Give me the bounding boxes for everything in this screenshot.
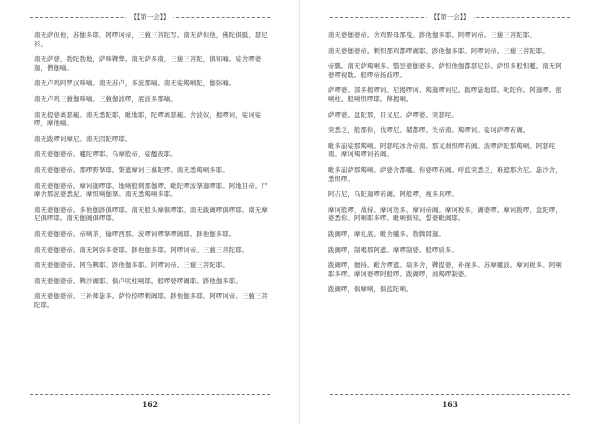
header-title: 【【第一会】】 bbox=[127, 10, 174, 24]
mantra-paragraph: 南无婆伽婆帝。剌怛那鸡都啰阇耶。跢他伽多耶。阿啰诃帝。三藐三菩陀耶。 bbox=[328, 47, 549, 55]
mantra-paragraph: 毗多崩娑那羯唎。阿瑟咤冰舍帝南。那叉刹怛啰若阇。波啰萨陀那羯唎。阿瑟咤南。摩诃羯啰诃若阇。 bbox=[328, 142, 556, 159]
mantra-paragraph: 毗多崩萨那羯唎。萨婆舍都嚧。你婆啰若阇。呼蓝突悉乏，难遮那舍尼。毖沙舍，悉怛啰。 bbox=[328, 166, 562, 183]
mantra-paragraph: 突悉乏，般那你，伐啰尼。赭都啰。失帝南。羯啰诃。娑诃萨啰若阇。 bbox=[328, 127, 530, 135]
right-page bbox=[300, 0, 600, 424]
mantra-paragraph: 南无跋啰诃摩尼。南无因陀啰耶。 bbox=[34, 135, 132, 143]
mantra-paragraph: 南无卢鸡三藐伽哆喃。三藐伽波啰，底波多那喃。 bbox=[34, 95, 177, 103]
mantra-paragraph: 摩诃般啰，战持。摩诃迭多。摩诃帝阇。摩诃税多，阇婆啰。摩诃跋啰，盘陀啰，婆悉你。阿唎耶多啰。毗唎俱知。誓婆毗阇耶。 bbox=[328, 206, 562, 223]
mantra-paragraph: 南无婆伽婆帝。那啰野拏耶。槃遮摩诃三慕陀啰。南无悉羯唎多耶。 bbox=[34, 166, 229, 174]
mantra-paragraph: 南无婆伽婆帝。鞞沙阇耶。俱卢吠柱唎耶。般啰婆啰阇耶。跢他伽多耶。 bbox=[34, 277, 242, 285]
mantra-paragraph: 南无卢鸡阿罗汉哆喃。南无苏卢，多波那喃。南无娑羯唎陀，伽弥喃。 bbox=[34, 80, 236, 88]
header-title: 【【第一会】】 bbox=[427, 10, 474, 24]
mantra-paragraph: 萨啰婆。盘陀那，目叉尼。萨啰婆。突瑟咤。 bbox=[328, 111, 458, 119]
mantra-paragraph: 帝瓢。南无萨羯唎多。翳昙婆伽婆多。萨怛他伽都瑟尼钐。萨怛多般怛嚂。南无阿婆啰视耽。般啰帝扬歧啰。 bbox=[328, 63, 562, 79]
mantra-paragraph: 萨啰婆。部多揭啰诃。尼揭啰诃。羯迦啰诃尼。跋啰毖地耶。叱陀你。阿迦啰。密唎柱。般唎怛啰耶。儜揭唎。 bbox=[328, 87, 562, 103]
mantra-paragraph: 南无婆伽婆帝。摩诃迦啰耶。地唎般剌那伽啰。毗陀啰波拏迦啰耶。阿地目帝。尸摩舍那泥婆悉泥。摩怛唎伽拏。南无悉羯唎多耶。 bbox=[34, 182, 268, 199]
mantra-paragraph: 南无提婆离瑟赧。南无悉陀耶，毗地耶，陀啰离瑟赧。舍波奴，揭啰诃，娑诃娑啰，摩他喃。 bbox=[34, 111, 262, 128]
footer-rule bbox=[330, 394, 570, 395]
running-header bbox=[30, 10, 270, 24]
mantra-paragraph: 南无萨婆，勃陀勃地，萨哆鞞弊。南无萨多南，三藐三菩陀，俱知喃。娑舍啰婆迦，僧伽喃。 bbox=[34, 56, 262, 72]
page-body bbox=[34, 32, 274, 317]
page-body bbox=[328, 32, 568, 302]
mantra-paragraph: 跋阇啰，擅持。毗舍啰遮。扇多舍，鞞提婆，补视多。苏摩嚧波。摩诃税多。阿唎耶多啰。摩诃婆啰阿般啰。跋阇啰，商羯啰制婆。 bbox=[328, 262, 562, 278]
page-footer bbox=[30, 394, 270, 414]
mantra-paragraph: 跋阇啰，俱摩唎，俱蓝陀唎。 bbox=[328, 286, 413, 294]
mantra-paragraph: 阿吉尼，乌陀迦啰若阇。阿般啰，视多具啰。 bbox=[328, 191, 458, 199]
mantra-paragraph: 南无萨但他，苏伽多耶，阿啰诃帝，三藐三菩陀写。南无萨但他，佛陀俱胝，瑟尼衫。 bbox=[34, 32, 268, 48]
mantra-paragraph: 南无婆伽婆帝。帝唎茶，输啰西那。波啰诃啰拏啰阇耶。跢他伽多耶。 bbox=[34, 230, 236, 238]
page-number: 162 bbox=[142, 400, 158, 409]
mantra-paragraph: 跋阇啰，制喝那阿遮。摩啰制婆。般啰质多。 bbox=[328, 246, 458, 254]
mantra-paragraph: 南无婆伽婆帝。嚧陀啰耶。乌摩般帝，娑醯夜耶。 bbox=[34, 151, 177, 159]
footer-rule bbox=[30, 394, 270, 395]
page-number: 163 bbox=[442, 400, 458, 409]
mantra-paragraph: 南无婆伽婆帝。南无阿弥多婆耶。跢他伽多耶。阿啰诃帝。三藐三菩陀耶。 bbox=[34, 246, 249, 254]
mantra-paragraph: 跋阇啰，摩礼底。毗舍嚧多。勃腾罔迦。 bbox=[328, 230, 445, 238]
page-footer bbox=[330, 394, 570, 414]
mantra-paragraph: 南无婆伽婆帝。三补师毖多。萨怜捺啰剌阇耶。跢他伽多耶。阿啰诃帝。三藐三菩陀耶。 bbox=[34, 293, 268, 309]
running-header bbox=[330, 10, 570, 24]
mantra-paragraph: 南无婆伽婆帝。舍鸡野母那曳。跢他伽多耶。阿啰诃帝。三藐三菩陀耶。 bbox=[328, 32, 536, 39]
mantra-paragraph: 南无婆伽婆帝。多他伽跢俱啰耶。南无般头摩俱啰耶。南无跋阇啰俱啰耶。南无摩尼俱啰耶。南无伽阇俱啰耶。 bbox=[34, 206, 268, 223]
mantra-paragraph: 南无婆伽婆帝。阿刍鞞耶。跢他伽多耶。阿啰诃帝。三藐三菩陀耶。 bbox=[34, 262, 229, 270]
